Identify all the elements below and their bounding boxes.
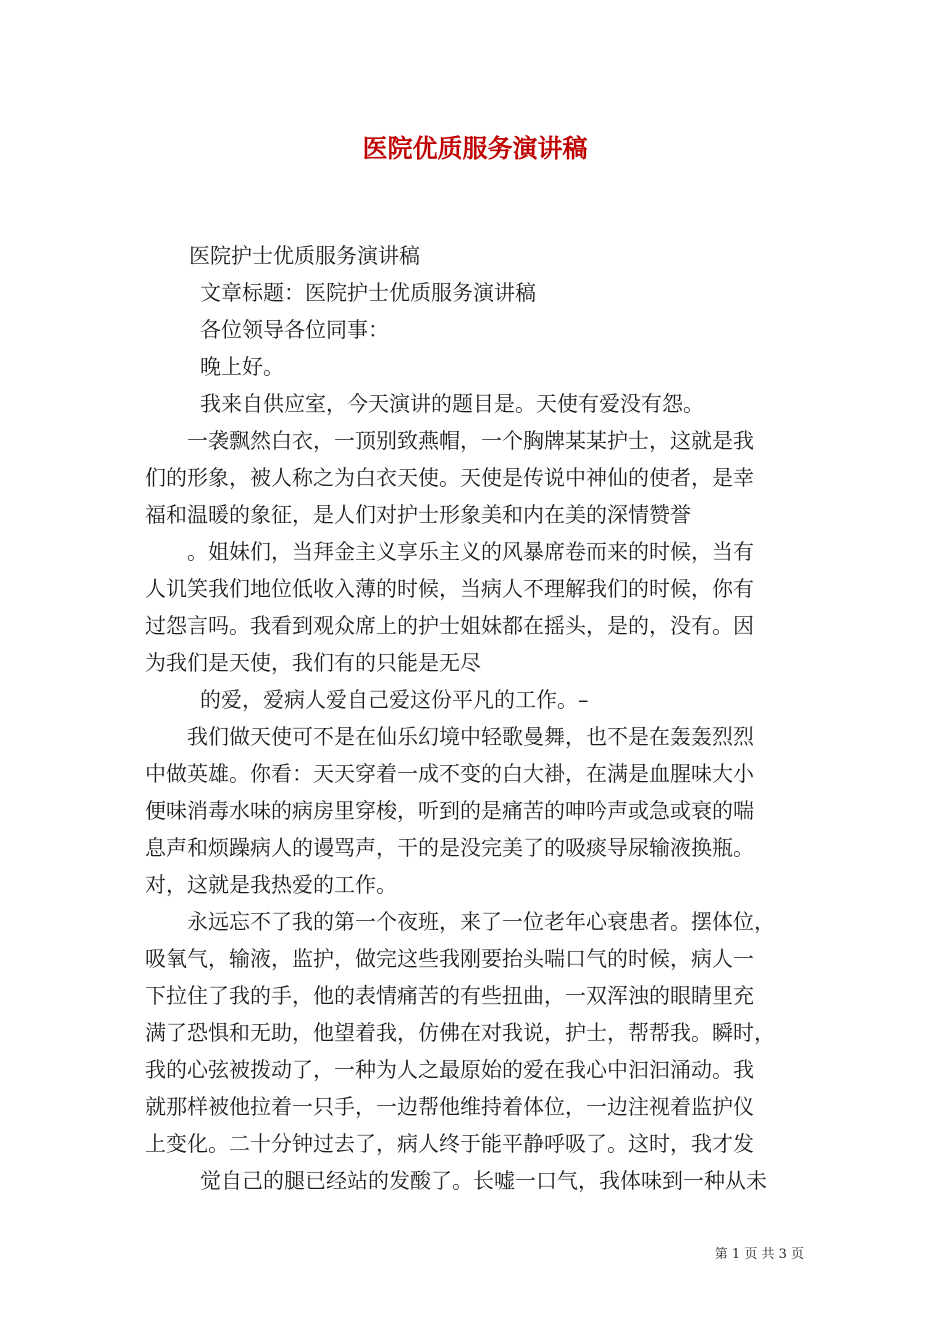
body-line: 过怨言吗。我看到观众席上的护士姐妹都在摇头，是的，没有。因 xyxy=(145,614,754,638)
body-line: 息声和烦躁病人的谩骂声，干的是没完美了的吸痰导尿输液换瓶。 xyxy=(145,836,754,860)
body-line: 就那样被他拉着一只手，一边帮他维持着体位，一边注视着监护仪 xyxy=(145,1095,754,1119)
document-title: 医院优质服务演讲稿 xyxy=(362,134,588,163)
body-line: 永远忘不了我的第一个夜班，来了一位老年心衰患者。摆体位， xyxy=(187,910,775,934)
body-line: 晚上好。 xyxy=(200,355,284,379)
body-line: 吸氧气，输液，监护，做完这些我刚要抬头喘口气的时候，病人一 xyxy=(145,947,754,971)
body-line: 上变化。二十分钟过去了，病人终于能平静呼吸了。这时，我才发 xyxy=(145,1132,754,1156)
document-body xyxy=(145,238,815,1200)
page-number: 第 1 页 共 3 页 xyxy=(714,1247,804,1262)
body-line: 我的心弦被拨动了，一种为人之最原始的爱在我心中汩汩涌动。我 xyxy=(145,1058,754,1082)
body-line: 中做英雄。你看：天天穿着一成不变的白大褂，在满是血腥味大小 xyxy=(145,762,754,786)
body-line: 为我们是天使，我们有的只能是无尽 xyxy=(145,651,481,675)
body-line: 福和温暖的象征，是人们对护士形象美和内在美的深情赞誉 xyxy=(145,503,691,527)
body-line: 觉自己的腿已经站的发酸了。长嘘一口气，我体味到一种从未 xyxy=(200,1169,767,1193)
body-line: 医院护士优质服务演讲稿 xyxy=(189,244,420,268)
body-line: 对，这就是我热爱的工作。 xyxy=(145,873,397,897)
body-line: 下拉住了我的手，他的表情痛苦的有些扭曲，一双浑浊的眼睛里充 xyxy=(145,984,754,1008)
body-line: 便味消毒水味的病房里穿梭，听到的是痛苦的呻吟声或急或衰的喘 xyxy=(145,799,754,823)
body-line: 我们做天使可不是在仙乐幻境中轻歌曼舞，也不是在轰轰烈烈 xyxy=(187,725,754,749)
body-line: 的爱，爱病人爱自己爱这份平凡的工作。– xyxy=(200,688,589,712)
body-line: 一袭飘然白衣，一顶别致燕帽，一个胸牌某某护士，这就是我 xyxy=(187,429,754,453)
body-line: 们的形象，被人称之为白衣天使。天使是传说中神仙的使者，是幸 xyxy=(145,466,754,490)
body-line: 各位领导各位同事： xyxy=(200,318,389,342)
body-line: 。姐妹们，当拜金主义享乐主义的风暴席卷而来的时候，当有 xyxy=(187,540,754,564)
body-line: 我来自供应室，今天演讲的题目是。天使有爱没有怨。 xyxy=(200,392,704,416)
body-line: 文章标题：医院护士优质服务演讲稿 xyxy=(200,281,536,305)
body-line: 人讥笑我们地位低收入薄的时候，当病人不理解我们的时候，你有 xyxy=(145,577,754,601)
body-line: 满了恐惧和无助，他望着我，仿佛在对我说，护士，帮帮我。瞬时， xyxy=(145,1021,775,1045)
